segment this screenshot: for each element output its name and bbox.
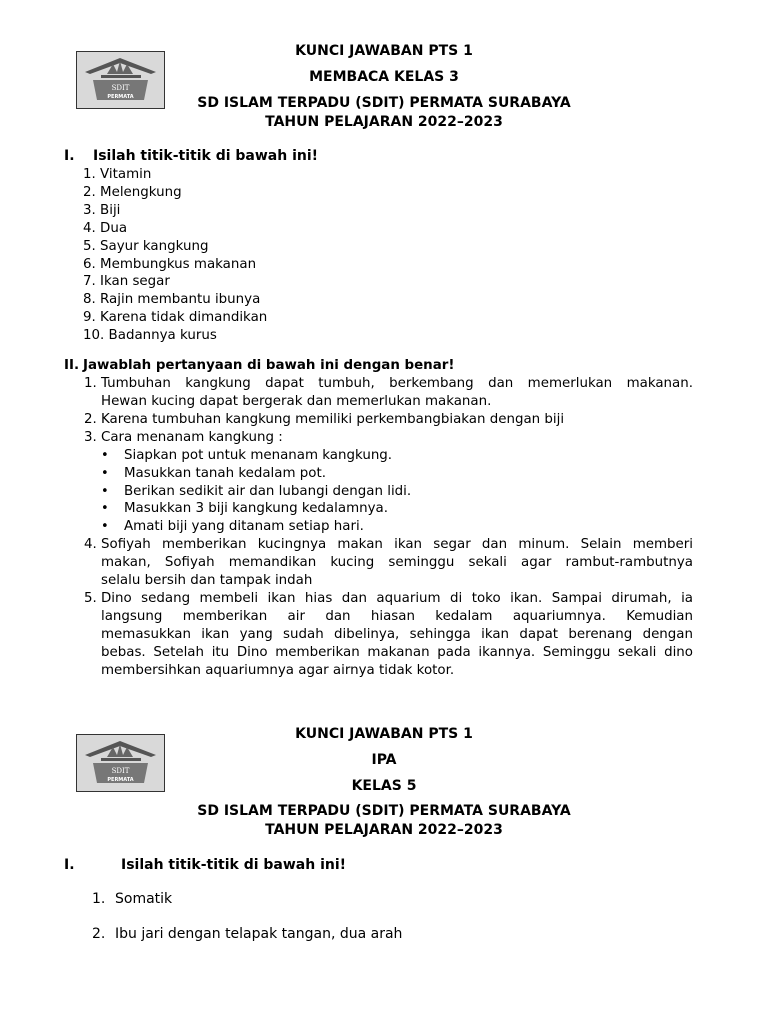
bullet-text: Masukkan tanah kedalam pot. bbox=[124, 466, 326, 481]
section-title: Isilah titik-titik di bawah ini! bbox=[93, 148, 319, 164]
svg-text:SDIT: SDIT bbox=[111, 767, 130, 775]
answer-text-line: bebas. Setelah itu Dino memberikan makanan pada ikannya. Seminggu sekali dino bbox=[101, 645, 693, 660]
answer-text-line: Sofiyah memberikan kucingnya makan ikan segar dan minum. Selain memberi bbox=[101, 537, 693, 552]
answer-number: 4. bbox=[84, 537, 97, 552]
section-number: II. bbox=[64, 358, 80, 373]
list-item: 8. Rajin membantu ibunya bbox=[83, 292, 261, 307]
doc2-school-year: TAHUN PELAJARAN 2022–2023 bbox=[265, 822, 503, 838]
bullet-text: Masukkan 3 biji kangkung kedalamnya. bbox=[124, 501, 388, 516]
doc1-section2-heading bbox=[64, 358, 454, 373]
answer-text-line: selalu bersih dan tampak indah bbox=[101, 573, 313, 588]
doc2-subject: IPA bbox=[371, 752, 397, 768]
doc1-school-year: TAHUN PELAJARAN 2022–2023 bbox=[265, 114, 503, 130]
section-title: Jawablah pertanyaan di bawah ini dengan benar! bbox=[83, 358, 455, 373]
list-item-text: Ibu jari dengan telapak tangan, dua arah bbox=[115, 926, 403, 942]
svg-text:SDIT: SDIT bbox=[111, 84, 130, 92]
doc1-section1-heading bbox=[64, 148, 318, 164]
answer-text-line: makan, Sofiyah memandikan kucing seminggu sekali agar rambut-rambutnya bbox=[101, 555, 693, 570]
section-title: Isilah titik-titik di bawah ini! bbox=[121, 857, 347, 873]
doc2-section1-heading bbox=[64, 857, 346, 873]
answer-number: 5. bbox=[84, 591, 97, 606]
bullet-item bbox=[101, 448, 392, 463]
list-item: 1. Vitamin bbox=[83, 167, 152, 182]
doc1-subject: MEMBACA KELAS 3 bbox=[309, 69, 459, 85]
answer-text-line: Tumbuhan kangkung dapat tumbuh, berkembang dan memerlukan makanan. bbox=[101, 376, 693, 391]
doc1-school-name: SD ISLAM TERPADU (SDIT) PERMATA SURABAYA bbox=[197, 95, 571, 111]
bullet-icon: • bbox=[101, 448, 109, 463]
answer-number: 3. bbox=[84, 430, 97, 445]
answer-text-line: Cara menanam kangkung : bbox=[101, 430, 283, 445]
list-item: 9. Karena tidak dimandikan bbox=[83, 310, 268, 325]
list-item: 4. Dua bbox=[83, 221, 128, 236]
bullet-icon: • bbox=[101, 466, 109, 481]
bullet-text: Berikan sedikit air dan lubangi dengan lidi. bbox=[124, 484, 412, 499]
answer-text-line: memasukkan ikan yang sudah dibelinya, sehingga ikan dapat berenang dengan bbox=[101, 627, 693, 642]
section-number: I. bbox=[64, 148, 75, 164]
list-item-number: 1. bbox=[92, 891, 106, 907]
list-item-number: 2. bbox=[92, 926, 106, 942]
doc2-title: KUNCI JAWABAN PTS 1 bbox=[295, 726, 473, 742]
list-item: 7. Ikan segar bbox=[83, 274, 170, 289]
list-item-text: Somatik bbox=[115, 891, 173, 907]
doc1-title: KUNCI JAWABAN PTS 1 bbox=[295, 43, 473, 59]
answer-number: 1. bbox=[84, 376, 97, 391]
bullet-item bbox=[101, 501, 388, 516]
svg-text:PERMATA: PERMATA bbox=[107, 777, 134, 783]
section-number: I. bbox=[64, 857, 75, 873]
list-item: 5. Sayur kangkung bbox=[83, 239, 209, 254]
bullet-text: Amati biji yang ditanam setiap hari. bbox=[124, 519, 364, 534]
bullet-icon: • bbox=[101, 519, 109, 534]
bullet-icon: • bbox=[101, 484, 109, 499]
list-item: 3. Biji bbox=[83, 203, 121, 218]
bullet-text: Siapkan pot untuk menanam kangkung. bbox=[124, 448, 393, 463]
bullet-item bbox=[101, 466, 326, 481]
svg-text:PERMATA: PERMATA bbox=[107, 94, 134, 100]
bullet-item bbox=[101, 519, 364, 534]
answer-number: 2. bbox=[84, 412, 97, 427]
list-item: 10. Badannya kurus bbox=[83, 328, 217, 343]
answer-text-line: Karena tumbuhan kangkung memiliki perkembangbiakan dengan biji bbox=[101, 412, 565, 427]
answer-text-line: Hewan kucing dapat bergerak dan memerlukan makanan. bbox=[101, 394, 492, 409]
bullet-item bbox=[101, 484, 411, 499]
list-item: 6. Membungkus makanan bbox=[83, 257, 257, 272]
answer-text-line: membersihkan aquariumnya agar airnya tidak kotor. bbox=[101, 663, 455, 678]
answer-text-line: Dino sedang membeli ikan hias dan aquarium di toko ikan. Sampai dirumah, ia bbox=[101, 591, 693, 606]
bullet-icon: • bbox=[101, 501, 109, 516]
list-item: 2. Melengkung bbox=[83, 185, 182, 200]
answer-text-line: langsung memberikan air dan hiasan kedalam aquariumnya. Kemudian bbox=[101, 609, 693, 624]
doc2-grade: KELAS 5 bbox=[351, 778, 417, 794]
doc2-school-name: SD ISLAM TERPADU (SDIT) PERMATA SURABAYA bbox=[197, 803, 571, 819]
